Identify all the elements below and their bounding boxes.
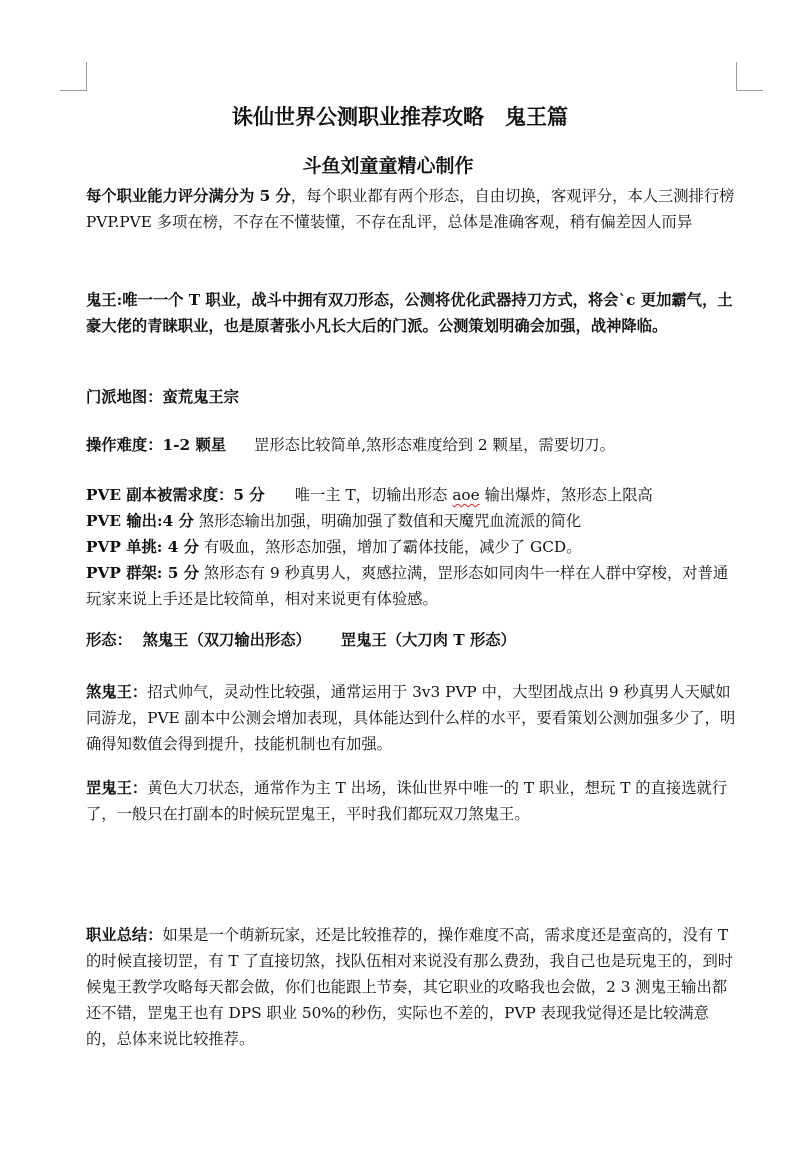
forms-line xyxy=(86,627,738,653)
sha-text: 招式帅气，灵动性比较强，通常运用于 3v3 PVP 中，大型团战点出 9 秒真男人天赋如同游龙，PVE 副本中公测会增加表现，具体能达到什么样的水平，要看策划公测加强多少了，明确得知数值会得到提升，技能机制也有加强。 xyxy=(86,683,736,753)
rating-pve-output-label: PVE 输出:4 分 xyxy=(86,512,194,530)
rating-pve-output xyxy=(86,508,738,534)
form-gang: 罡鬼王（大刀肉 T 形态） xyxy=(340,631,516,649)
gang-paragraph xyxy=(86,775,738,827)
difficulty-text: 罡形态比较简单,煞形态难度给到 2 颗星，需要切刀。 xyxy=(254,436,615,454)
rating-pvp-group-label: PVP 群架: 5 分 xyxy=(86,564,200,582)
rating-pve-demand-label: PVE 副本被需求度：5 分 xyxy=(86,486,265,504)
difficulty-line xyxy=(86,432,738,458)
spellcheck-underlined-word: aoe xyxy=(452,486,480,504)
intro-text: ，每个职业都有两个形态，自由切换，客观评分，本人三测排行榜 PVP.PVE 多项在榜，不存在不懂装懂，不存在乱评，总体是准确客观，稍有偏差因人而异 xyxy=(86,187,735,231)
page-corner-mark-top-left xyxy=(60,62,87,91)
class-description: 鬼王:唯一一个 T 职业，战斗中拥有双刀形态，公测将优化武器持刀方式，将会`c 更加霸气，土豪大佬的青睐职业，也是原著张小凡长大后的门派。公测策划明确会加强，战神降临。 xyxy=(86,291,733,335)
rating-pve-demand xyxy=(86,482,738,508)
page-corner-mark-top-right xyxy=(736,62,763,91)
intro-lead: 每个职业能力评分满分为 5 分 xyxy=(86,187,291,205)
gang-text: 黄色大刀状态，通常作为主 T 出场，诛仙世界中唯一的 T 职业，想玩 T 的直接选就行了，一般只在打副本的时候玩罡鬼王，平时我们都玩双刀煞鬼王。 xyxy=(86,779,728,823)
form-sha: 煞鬼王（双刀输出形态） xyxy=(142,631,311,649)
sect-map: 门派地图：蛮荒鬼王宗 xyxy=(86,388,239,406)
rating-pvp-duel xyxy=(86,534,738,560)
rating-pvp-duel-label: PVP 单挑: 4 分 xyxy=(86,538,200,556)
rating-pvp-duel-text: 有吸血，煞形态加强，增加了霸体技能，减少了 GCD。 xyxy=(199,538,582,556)
summary-paragraph xyxy=(86,922,738,1052)
rating-pve-demand-text-pre: 唯一主 T，切输出形态 xyxy=(294,486,453,504)
summary-lead: 职业总结： xyxy=(86,926,163,944)
rating-pve-output-text: 煞形态输出加强，明确加强了数值和天魔咒血流派的简化 xyxy=(193,512,582,530)
rating-pvp-group-text: 煞形态有 9 秒真男人，爽感拉满，罡形态如同肉牛一样在人群中穿梭，对普通玩家来说上手还是比较简单，相对来说更有体验感。 xyxy=(86,564,729,608)
forms-label: 形态： xyxy=(86,631,132,649)
page-subtitle: 斗鱼刘童童精心制作 xyxy=(302,155,474,177)
intro-paragraph xyxy=(86,183,738,235)
sha-lead: 煞鬼王： xyxy=(86,683,148,701)
summary-text: 如果是一个萌新玩家，还是比较推荐的，操作难度不高，需求度还是蛮高的，没有 T 的时候直接切罡，有 T 了直接切煞，找队伍相对来说没有那么费劲，我自己也是玩鬼王的，到时候鬼王教学攻略每天都会做，你们也能跟上节奏，其它职业的攻略我也会做，2 3 测鬼王输出都还不错，罡鬼王也有 DPS 职业 50%的秒伤，实际也不差的，PVP 表现我觉得还是比较满意的，总体来说比较推荐。 xyxy=(86,926,734,1048)
gang-lead: 罡鬼王： xyxy=(86,779,148,797)
ratings-block xyxy=(86,482,738,612)
sha-paragraph xyxy=(86,679,738,757)
rating-pve-demand-text-post: 输出爆炸，煞形态上限高 xyxy=(479,486,653,504)
rating-pvp-group xyxy=(86,560,738,612)
difficulty-label: 操作难度：1-2 颗星 xyxy=(86,436,227,454)
page-title: 诛仙世界公测职业推荐攻略 鬼王篇 xyxy=(232,104,568,129)
